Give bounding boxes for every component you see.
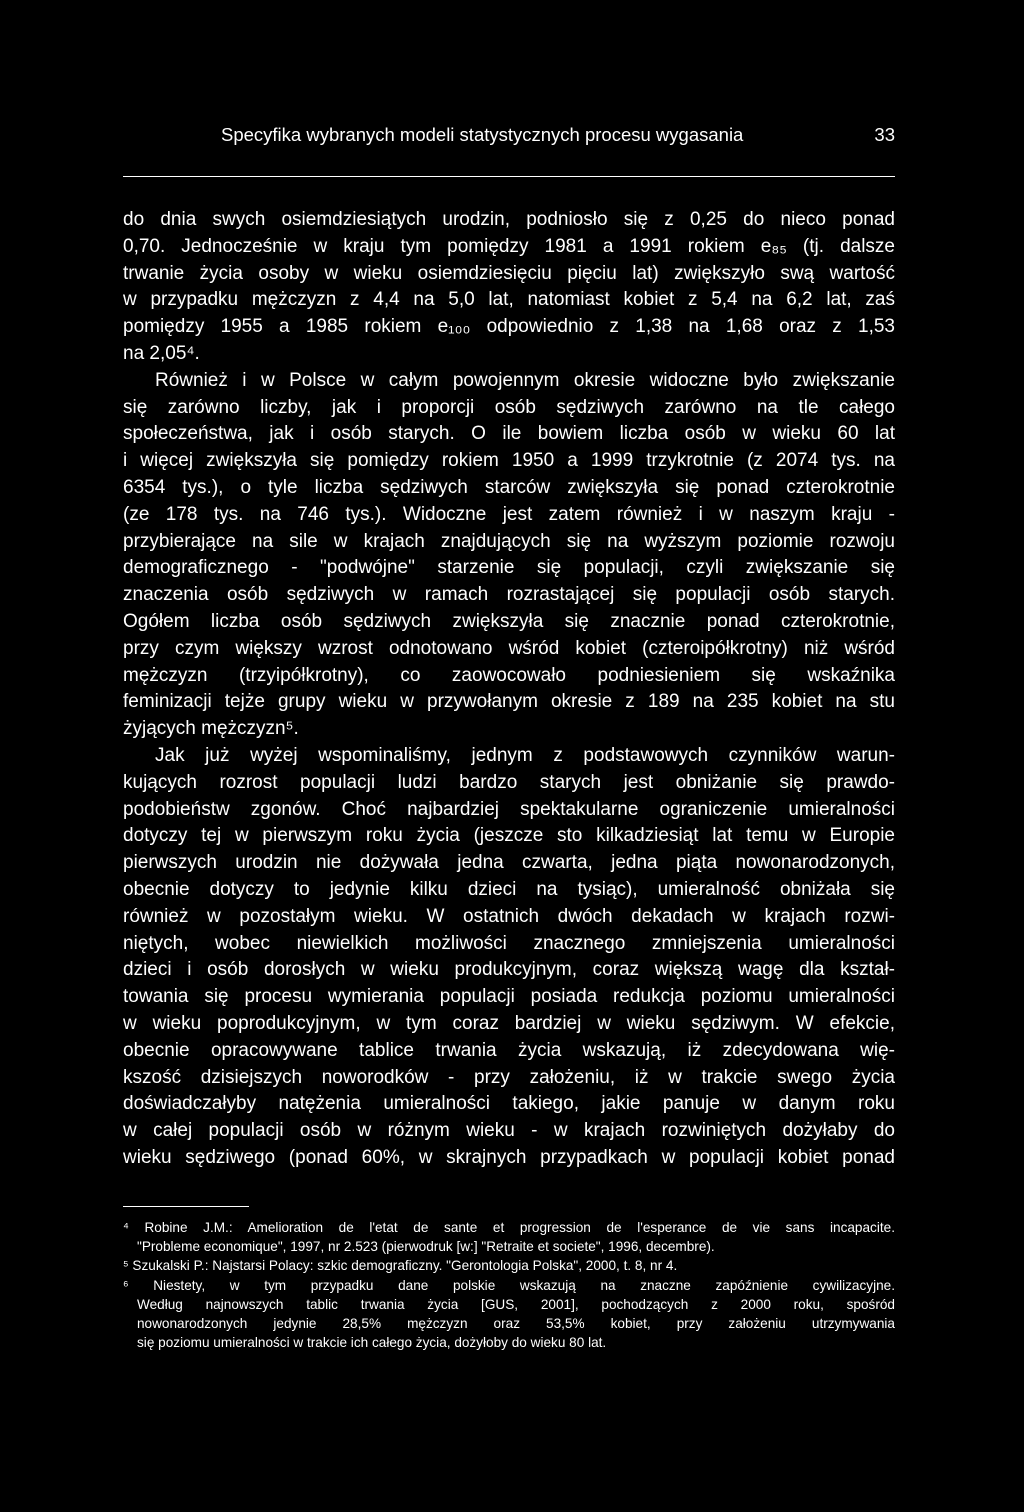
body-line: pierwszych urodzin nie dożywała jedna czwarta, jedna piąta nowonarodzonych,	[123, 852, 895, 874]
body-line: 0,70. Jednocześnie w kraju tym pomiędzy 1981 a 1991 rokiem e₈₅ (tj. dalsze	[123, 235, 895, 257]
body-line: i więcej zwiększyła się pomiędzy rokiem 1950 a 1999 trzykrotnie (z 2074 tys. na	[123, 450, 895, 472]
body-line: pomiędzy 1955 a 1985 rokiem e₁₀₀ odpowiednio z 1,38 na 1,68 oraz z 1,53	[123, 316, 895, 338]
footnote-line: Według najnowszych tablic trwania życia [GUS, 2001], pochodzących z 2000 roku, spośród	[137, 1296, 895, 1312]
body-line: 6354 tys.), o tyle liczba sędziwych starców zwiększyła się ponad czterokrotnie	[123, 476, 895, 498]
page-number: 33	[874, 124, 895, 145]
body-line: niętych, wobec niewielkich możliwości znacznego zmniejszenia umieralności	[123, 932, 895, 954]
body-line: Również i w Polsce w całym powojennym okresie widoczne było zwiększanie	[155, 369, 895, 391]
document-page	[123, 0, 895, 1512]
body-line: podobieństw zgonów. Choć najbardziej spektakularne ograniczenie umieralności	[123, 798, 895, 820]
body-line: feminizacji tejże grupy wieku w przywołanym okresie z 189 na 235 kobiet na stu	[123, 691, 895, 713]
body-line: (ze 178 tys. na 746 tys.). Widoczne jest zatem również i w naszym kraju -	[123, 503, 895, 525]
footnote-line: ⁶ Niestety, w tym przypadku dane polskie wskazują na znaczne zapóźnienie cywilizacyjne.	[123, 1277, 895, 1293]
body-line: w przypadku mężczyzn z 4,4 na 5,0 lat, natomiast kobiet z 5,4 na 6,2 lat, zaś	[123, 289, 895, 311]
body-line: przybierające na sile w krajach znajdujących się na wyższym poziomie rozwoju	[123, 530, 895, 552]
body-line: obecnie dotyczy to jedynie kilku dzieci na tysiąc), umieralność obniżała się	[123, 878, 895, 900]
body-line: na 2,05⁴.	[123, 342, 200, 364]
body-line: się zarówno liczby, jak i proporcji osób sędziwych zarówno na tle całego	[123, 396, 895, 418]
running-head-title: Specyfika wybranych modeli statystycznych procesu wygasania	[221, 124, 744, 145]
body-line: doświadczałyby natężenia umieralności takiego, jakie panuje w danym roku	[123, 1093, 895, 1115]
body-line: mężczyzn (trzyipółkrotny), co zaowocowało podniesieniem się wskaźnika	[123, 664, 895, 686]
body-line: przy czym większy wzrost odnotowano wśród kobiet (czteroipółkrotny) niż wśród	[123, 637, 895, 659]
footnotes	[123, 1218, 895, 1352]
body-line: towania się procesu wymierania populacji posiada redukcja poziomu umieralności	[123, 986, 895, 1008]
body-line: do dnia swych osiemdziesiątych urodzin, podniosło się z 0,25 do nieco ponad	[123, 209, 895, 230]
body-line: społeczeństwa, jak i osób starych. O ile bowiem liczba osób w wieku 60 lat	[123, 423, 895, 445]
footnote-line: się poziomu umieralności w trakcie ich całego życia, dożyłoby do wieku 80 lat.	[137, 1335, 607, 1351]
body-line: znaczenia osób sędziwych w ramach rozrastającej się populacji osób starych.	[123, 584, 895, 606]
body-line: Ogółem liczba osób sędziwych zwiększyła się znacznie ponad czterokrotnie,	[123, 610, 895, 632]
footnote-rule	[123, 1206, 249, 1207]
footnote-line: "Probleme economique", 1997, nr 2.523 (pierwodruk [w:] "Retraite et societe", 1996, decembre).	[137, 1239, 715, 1255]
body-line: żyjących mężczyzn⁵.	[123, 718, 299, 740]
body-line: kujących rozrost populacji ludzi bardzo starych jest obniżanie się prawdo-	[123, 771, 895, 793]
body-line: obecnie opracowywane tablice trwania życia wskazują, iż zdecydowana wię-	[123, 1039, 895, 1061]
body-line: w wieku poprodukcyjnym, w tym coraz bardziej w wieku sędziwym. W efekcie,	[123, 1012, 895, 1034]
body-line: wieku sędziwego (ponad 60%, w skrajnych przypadkach w populacji kobiet ponad	[123, 1146, 895, 1168]
body-text	[123, 207, 895, 1172]
body-line: Jak już wyżej wspominaliśmy, jednym z podstawowych czynników warun-	[155, 744, 895, 766]
body-line: również w pozostałym wieku. W ostatnich dwóch dekadach w krajach rozwi-	[123, 905, 895, 927]
body-line: dotyczy tej w pierwszym roku życia (jeszcze sto kilkadziesiąt lat temu w Europie	[123, 825, 895, 847]
body-line: demograficznego - "podwójne" starzenie się populacji, czyli zwiększanie się	[123, 557, 895, 579]
body-line: dzieci i osób dorosłych w wieku produkcyjnym, coraz większą wagę dla kształ-	[123, 959, 895, 981]
body-line: kszość dzisiejszych noworodków - przy założeniu, iż w trakcie swego życia	[123, 1066, 895, 1088]
header-rule	[123, 176, 895, 177]
footnote-line: nowonarodzonych jedynie 28,5% mężczyzn oraz 53,5% kobiet, przy założeniu utrzymywania	[137, 1315, 895, 1331]
body-line: w całej populacji osób w różnym wieku - w krajach rozwiniętych dożyłaby do	[123, 1120, 895, 1142]
body-line: trwanie życia osoby w wieku osiemdziesięciu pięciu lat) zwiększyło swą wartość	[123, 262, 895, 284]
footnote-line: ⁵ Szukalski P.: Najstarsi Polacy: szkic demograficzny. "Gerontologia Polska", 2000, t. 8, nr 4.	[123, 1258, 678, 1274]
footnote-line: ⁴ Robine J.M.: Amelioration de l'etat de sante et progression de l'esperance de vie sans incapacite.	[123, 1220, 895, 1235]
